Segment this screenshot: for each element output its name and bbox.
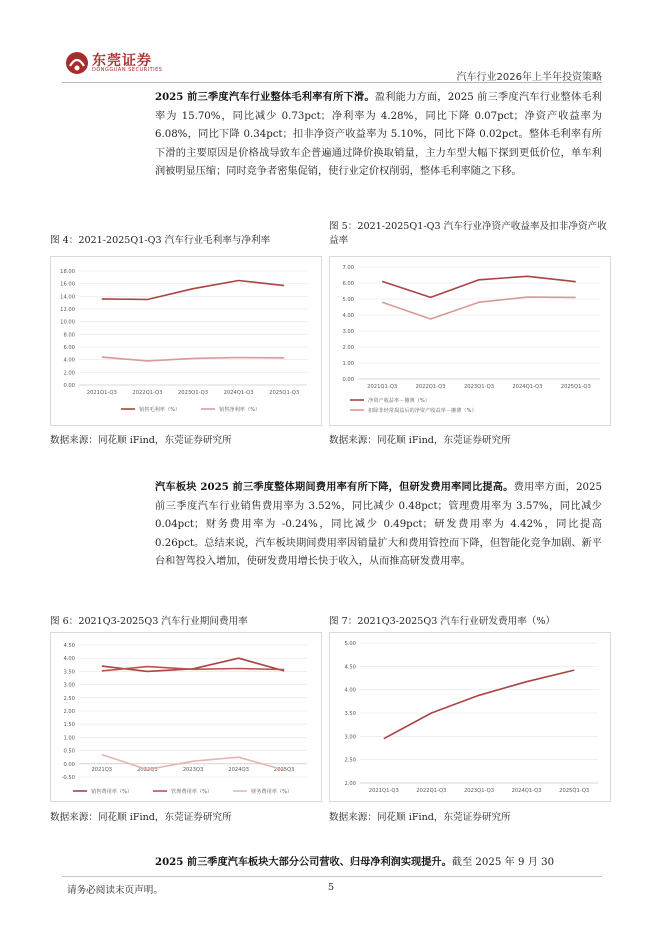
x-tick-label: 2024Q1-Q3 — [511, 788, 542, 794]
y-tick-label: 3.00 — [342, 329, 354, 335]
y-tick-label: 6.00 — [342, 281, 354, 287]
y-tick-label: 2.00 — [63, 370, 75, 377]
y-tick-label: 0.00 — [342, 377, 354, 383]
x-tick-label: 2022Q1-Q3 — [416, 788, 447, 794]
y-tick-label: 4.50 — [63, 643, 75, 649]
chart-fig6 — [50, 632, 322, 802]
y-tick-label: 3.00 — [344, 734, 356, 741]
y-tick-label: 6.00 — [63, 345, 75, 351]
x-tick-label: 2021Q1-Q3 — [86, 390, 117, 396]
x-tick-label: 2025Q1-Q3 — [269, 390, 300, 396]
y-tick-label: 4.00 — [344, 687, 356, 694]
x-tick-label: 2023Q1-Q3 — [463, 788, 495, 794]
figure-source: 数据来源：同花顺 iFind，东莞证券研究所 — [329, 812, 511, 823]
chart-svg — [330, 633, 610, 801]
y-tick-label: 5.00 — [344, 641, 356, 647]
y-tick-label: 1.50 — [63, 722, 75, 729]
series-line — [382, 276, 576, 297]
chart-svg — [330, 257, 610, 425]
brand-logo — [62, 48, 92, 78]
y-tick-label: 2.50 — [63, 695, 75, 702]
chart-fig5 — [329, 256, 611, 426]
chart-fig4 — [50, 256, 322, 426]
y-tick-label: -0.50 — [61, 775, 75, 781]
legend-label: 销售费用率（%） — [91, 789, 133, 795]
paragraph-body: 费用率方面，2025 前三季度汽车行业销售费用率为 3.52%，同比减少 0.48pct；管理费用率为 3.57%，同比减少 0.04pct；财务费用率为 -0.24%，同比减少 0.49pct；研发费用率为 4.42%，同比提高 0.26pct。总结来说，汽车板块期间费用率因销量扩大和费用管控而下降，但智能化竞争加剧、新平台和智驾投入增加，使研发费用增长快于收入，从而推高研发费用率。 — [155, 482, 602, 567]
legend-label: 财务费用率（%） — [251, 789, 293, 795]
y-tick-label: 4.00 — [342, 313, 354, 319]
y-tick-label: 3.00 — [63, 682, 75, 689]
x-tick-label: 2024Q3 — [228, 766, 249, 773]
chart-svg — [51, 257, 321, 425]
y-tick-label: 5.00 — [342, 297, 354, 303]
x-tick-label: 2021Q3 — [91, 766, 113, 773]
x-tick-label: 2023Q1-Q3 — [463, 384, 495, 390]
x-tick-label: 2024Q1-Q3 — [223, 390, 254, 396]
figure-source: 数据来源：同花顺 iFind，东莞证券研究所 — [329, 435, 511, 446]
x-tick-label: 2021Q1-Q3 — [367, 384, 398, 390]
footer-disclaimer: 请务必阅读末页声明。 — [67, 885, 163, 896]
y-tick-label: 1.00 — [342, 361, 354, 367]
x-tick-label: 2022Q1-Q3 — [132, 390, 163, 396]
y-tick-label: 0.50 — [63, 748, 75, 755]
logo-text: 东莞证券 — [92, 53, 152, 69]
legend-label: 销售毛利率（%） — [139, 407, 181, 413]
series-line — [102, 281, 284, 300]
y-tick-label: 3.50 — [63, 669, 75, 676]
y-tick-label: 2.00 — [342, 345, 354, 351]
y-tick-label: 16.00 — [60, 281, 75, 288]
legend-label: 净资产收益率－摊薄（%） — [368, 398, 430, 404]
paragraph-body: 盈利能力方面，2025 前三季度汽车行业整体毛利率为 15.70%，同比减少 0.73pct；净利率为 4.28%，同比下降 0.07pct；净资产收益率为 6.08%，同比下降 0.34pct；扣非净资产收益率为 5.10%，同比下降 0.02pct。整体毛利率有所下滑的主要原因是价格战导致车企普遍通过降价换取销量，主力车型大幅下探到更低价位，单车利润被明显压缩；同时竞争者密集促销，使行业定价权削弱，整体毛利率随之下移。 — [155, 92, 602, 177]
x-tick-label: 2022Q3 — [137, 766, 158, 773]
series-line — [384, 670, 574, 739]
x-tick-label: 2021Q1-Q3 — [368, 788, 399, 794]
header-divider — [62, 82, 602, 83]
series-line — [102, 667, 284, 671]
y-tick-label: 2.50 — [344, 757, 356, 764]
chart-svg — [51, 633, 321, 801]
footer-divider — [62, 876, 602, 877]
series-line — [382, 297, 576, 319]
paragraph-margin — [155, 88, 602, 182]
y-tick-label: 1.00 — [63, 735, 75, 742]
y-tick-label: 18.00 — [60, 269, 75, 275]
y-tick-label: 4.00 — [63, 656, 75, 663]
figure-caption: 图 5：2021-2025Q1-Q3 汽车行业净资产收益率及扣非净资产收益率 — [329, 221, 607, 246]
y-tick-label: 3.50 — [344, 711, 356, 717]
legend-label: 销售净利率（%） — [219, 407, 261, 413]
y-tick-label: 12.00 — [60, 307, 75, 313]
paragraph-revenue — [155, 853, 602, 873]
figure-caption: 图 4：2021-2025Q1-Q3 汽车行业毛利率与净利率 — [50, 235, 271, 246]
paragraph-expense — [155, 478, 602, 572]
chart-fig7 — [329, 632, 611, 802]
figure-caption: 图 7：2021Q3-2025Q3 汽车行业研发费用率（%） — [329, 616, 556, 627]
legend-label: 扣除非经常损益后的净资产收益率－摊薄（%） — [368, 408, 477, 414]
y-tick-label: 14.00 — [60, 294, 75, 301]
report-title: 汽车行业2026年上半年投资策略 — [456, 72, 602, 83]
x-tick-label: 2025Q1-Q3 — [560, 384, 591, 390]
series-line — [102, 357, 284, 361]
y-tick-label: 2.00 — [344, 781, 356, 787]
y-tick-label: 10.00 — [60, 319, 75, 326]
y-tick-label: 4.50 — [344, 664, 356, 671]
y-tick-label: 4.00 — [63, 357, 75, 364]
y-tick-label: 2.00 — [63, 709, 75, 715]
figure-source: 数据来源：同花顺 iFind，东莞证券研究所 — [50, 435, 232, 446]
y-tick-label: 8.00 — [63, 332, 75, 339]
paragraph-lead: 2025 前三季度汽车行业整体毛利率有所下滑。 — [155, 91, 375, 103]
x-tick-label: 2025Q1-Q3 — [559, 788, 590, 794]
figure-caption: 图 6：2021Q3-2025Q3 汽车行业期间费用率 — [50, 616, 248, 627]
paragraph-lead: 汽车板块 2025 前三季度整体期间费用率有所下降，但研发费用率同比提高。 — [155, 481, 514, 493]
paragraph-body: 截至 2025 年 9 月 30 — [451, 857, 555, 868]
x-tick-label: 2025Q3 — [273, 766, 295, 773]
x-tick-label: 2024Q1-Q3 — [512, 384, 543, 390]
y-tick-label: 0.00 — [63, 383, 75, 389]
logo-mark-icon — [66, 52, 88, 74]
page-number: 5 — [328, 882, 335, 893]
y-tick-label: 0.00 — [63, 761, 75, 768]
paragraph-lead: 2025 前三季度汽车板块大部分公司营收、归母净利润实现提升。 — [155, 856, 452, 868]
figure-source: 数据来源：同花顺 iFind，东莞证券研究所 — [50, 812, 232, 823]
x-tick-label: 2023Q3 — [182, 766, 204, 773]
x-tick-label: 2023Q1-Q3 — [177, 390, 209, 396]
legend-label: 管理费用率（%） — [171, 789, 213, 795]
y-tick-label: 7.00 — [342, 265, 354, 271]
x-tick-label: 2022Q1-Q3 — [415, 384, 446, 390]
logo-subtitle: DONGGUAN SECURITIES — [92, 67, 163, 73]
